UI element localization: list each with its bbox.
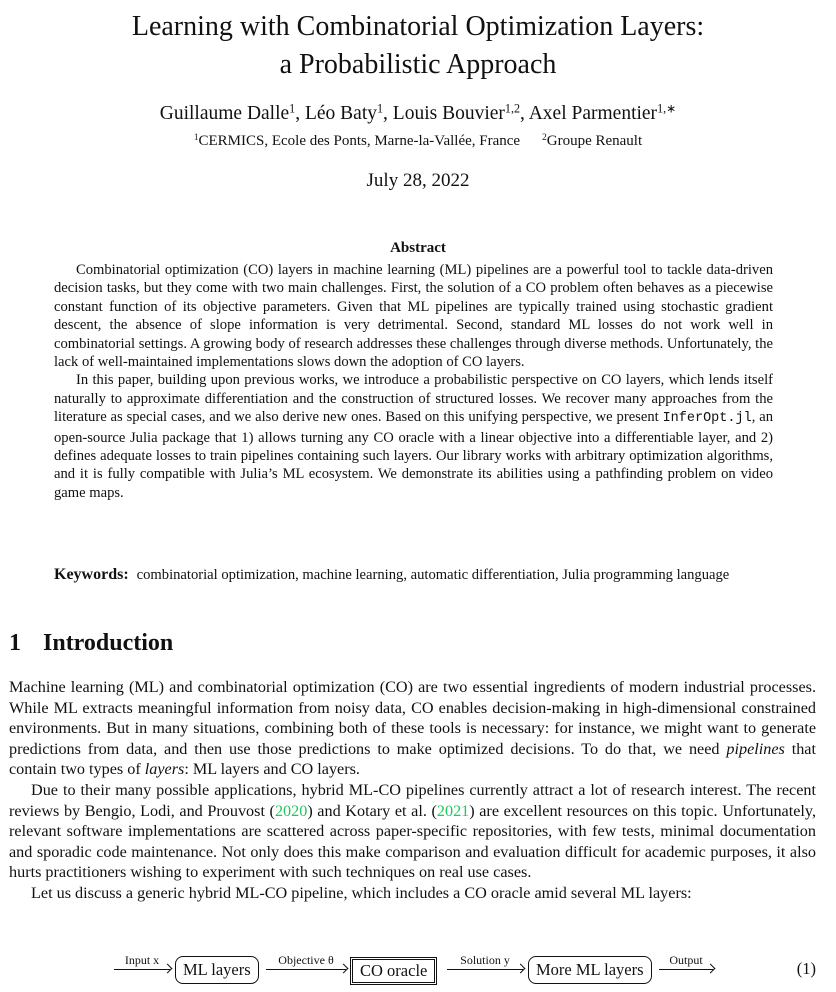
pipeline-diagram <box>110 952 816 988</box>
node-more-ml-layers: More ML layers <box>528 956 652 984</box>
abstract-body <box>54 261 773 502</box>
arrow-right-icon <box>266 969 346 970</box>
citation-link[interactable]: 2021 <box>436 801 470 820</box>
section-heading <box>9 630 173 657</box>
intro-paragraph: Due to their many possible applications, hybrid ML-CO pipelines currently attract a lot of research interest. The recent reviews by Bengio, Lodi, and Prouvost (2020) and Kotary et al. (2021) are excellent resources on this topic. Unfortunately, relevant software implementations are scattered across paper-specific repositories, with few tests, minimal documentation and sporadic code maintenance. Not only does this make comparison and evaluation difficult for academic purposes, it also hurts practitioners wishing to experiment with such techniques on real use cases. <box>9 780 816 882</box>
citation-link[interactable]: 2020 <box>274 801 308 820</box>
intro-paragraph: Machine learning (ML) and combinatorial optimization (CO) are two essential ingredients of modern industrial processes. While ML extracts meaningful information from noisy data, CO enables decision-making in high-dimensional constrained environments. But in many situations, combining both of these tools is necessary: for instance, we might want to generate predictions from data, and then use those predictions to make optimized decisions. To do that, we need pipelines that contain two types of layers: ML layers and CO layers. <box>9 678 816 779</box>
section-title: Introduction <box>43 630 174 656</box>
author: Léo Baty$^1$ <box>304 101 384 124</box>
author: Guillaume Dalle$^1$ <box>159 101 296 124</box>
intro-paragraph: Let us discuss a generic hybrid ML-CO pipeline, which includes a CO oracle amid several ML layers: <box>31 883 692 902</box>
section-number: 1 <box>9 630 21 656</box>
affiliation: $^2$Groupe Renault <box>542 132 643 149</box>
affiliation: $^1$CERMICS, Ecole des Ponts, Marne-la-Vallée, France <box>193 132 521 149</box>
arrow-right-icon <box>659 969 713 970</box>
author: Axel Parmentier$^{1,∗}$ <box>528 101 677 124</box>
arrow-objective: Objective θ <box>266 954 346 970</box>
arrow-output: Output <box>659 954 713 970</box>
paper-title <box>0 8 836 84</box>
node-co-oracle: CO oracle <box>350 957 437 985</box>
title-line-2: a Probabilistic Approach <box>279 49 557 80</box>
author-list: Guillaume Dalle$^1$, Léo Baty$^1$, Louis Bouvier$^{1,2}$, Axel Parmentier$^{1,∗}$ <box>159 101 677 124</box>
paper-date: July 28, 2022 <box>366 170 470 191</box>
arrow-solution: Solution y <box>447 954 523 970</box>
affiliations <box>0 133 836 150</box>
abstract-paragraph: In this paper, building upon previous works, we introduce a probabilistic perspective on CO layers, which lends itself naturally to approximate differentiation and the construction of structured losses. We recover many approaches from the literature as special cases, and we also derive new ones. Based on this unifying perspective, we present InferOpt.jl, an open-source Julia package that 1) allows turning any CO oracle with a linear objective into a differentiable layer, and 2) defines adequate losses to train pipelines containing such layers. Our library works with arbitrary optimization algorithms, and it is fully compatible with Julia’s ML ecosystem. We demonstrate its abilities using a pathfinding problem on video game maps. <box>54 372 773 501</box>
keywords-text: combinatorial optimization, machine learning, automatic differentiation, Julia programming language <box>136 567 730 583</box>
keywords-label: Keywords: <box>54 566 129 583</box>
arrow-right-icon <box>447 969 523 970</box>
package-name: InferOpt.jl <box>662 411 752 427</box>
abstract-paragraph: Combinatorial optimization (CO) layers in machine learning (ML) pipelines are a powerful tool to tackle data-driven decision tasks, but they come with two main challenges. First, the solution of a CO problem often behaves as a piecewise constant function of its objective parameters. Given that ML pipelines are typically trained using stochastic gradient descent, the absence of slope information is very detrimental. Second, standard ML losses do not work well in combinatorial settings. A growing body of research addresses these challenges through diverse methods. Unfortunately, the lack of well-maintained implementations slows down the adoption of CO layers. <box>54 262 773 371</box>
introduction-body <box>9 677 816 904</box>
title-line-1: Learning with Combinatorial Optimization Layers: <box>131 11 705 42</box>
equation-number: (1) <box>796 959 816 978</box>
author: Louis Bouvier$^{1,2}$ <box>392 101 521 124</box>
keywords <box>54 565 773 585</box>
arrow-right-icon <box>114 969 170 970</box>
arrow-input: Input x <box>114 954 170 970</box>
abstract-heading: Abstract <box>390 240 446 256</box>
node-ml-layers: ML layers <box>175 956 259 984</box>
